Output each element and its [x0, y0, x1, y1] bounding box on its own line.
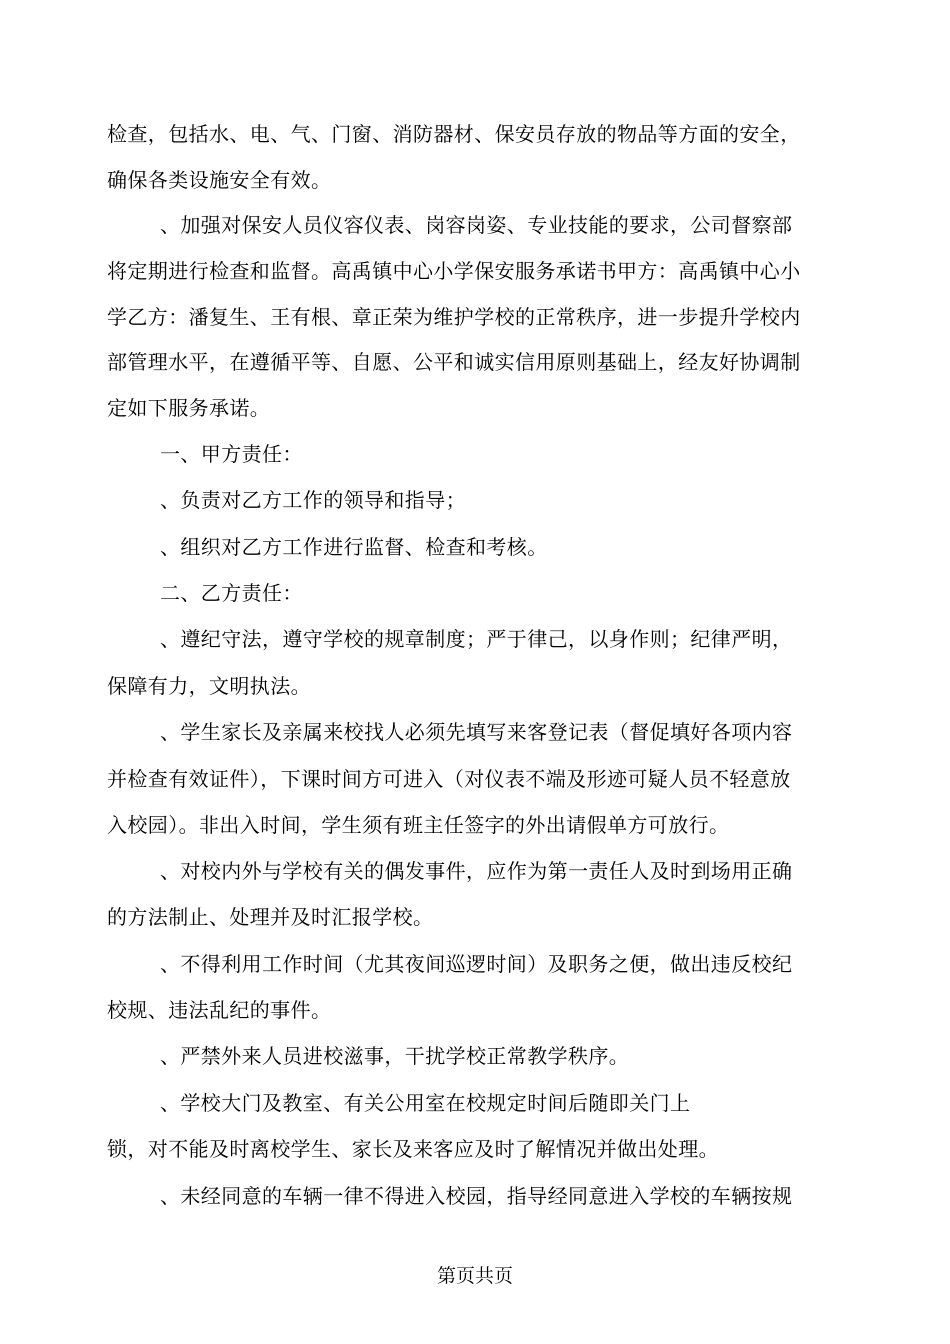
text-line: 入校园）。非出入时间，学生须有班主任签字的外出请假单方可放行。	[107, 813, 730, 837]
text-line: 、学生家长及亲属来校找人必须先填写来客登记表（督促填好各项内容	[160, 720, 793, 744]
text-line: 学乙方：潘复生、王有根、章正荣为维护学校的正常秩序，进一步提升学校内	[107, 305, 801, 329]
text-line: 、组织对乙方工作进行监督、检查和考核。	[160, 535, 548, 559]
text-line: 锁，对不能及时离校学生、家长及来客应及时了解情况并做出处理。	[107, 1137, 719, 1161]
text-line: 、未经同意的车辆一律不得进入校园，指导经同意进入学校的车辆按规	[160, 1184, 793, 1208]
text-line: 确保各类设施安全有效。	[107, 168, 332, 192]
section-heading: 一、甲方责任：	[160, 442, 303, 466]
text-line: 将定期进行检查和监督。高禹镇中心小学保安服务承诺书甲方：高禹镇中心小	[107, 259, 801, 283]
text-line: 并检查有效证件），下课时间方可进入（对仪表不端及形迹可疑人员不轻意放	[107, 767, 791, 791]
text-line: 、不得利用工作时间（尤其夜间巡逻时间）及职务之便，做出违反校纪	[160, 952, 793, 976]
page-footer: 第页共页	[436, 1265, 513, 1287]
text-line: 校规、违法乱纪的事件。	[107, 998, 332, 1022]
section-heading: 二、乙方责任：	[160, 581, 303, 605]
text-line: 、遵纪守法，遵守学校的规章制度；严于律己，以身作则；纪律严明，	[160, 627, 793, 651]
text-line: 、加强对保安人员仪容仪表、岗容岗姿、专业技能的要求，公司督察部	[160, 213, 793, 237]
text-line: 、严禁外来人员进校滋事，干扰学校正常教学秩序。	[160, 1044, 630, 1068]
text-line: 部管理水平，在遵循平等、自愿、公平和诚实信用原则基础上，经友好协调制	[107, 350, 801, 374]
text-line: 的方法制止、处理并及时汇报学校。	[107, 905, 434, 929]
text-line: 、负责对乙方工作的领导和指导；	[160, 488, 466, 512]
text-line: 定如下服务承诺。	[107, 396, 271, 420]
text-line: 保障有力，文明执法。	[107, 674, 311, 698]
text-line: 、学校大门及教室、有关公用室在校规定时间后随即关门上	[160, 1091, 691, 1115]
text-line: 检查，包括水、电、气、门窗、消防器材、保安员存放的物品等方面的安全，	[107, 122, 801, 146]
text-line: 、对校内外与学校有关的偶发事件，应作为第一责任人及时到场用正确	[160, 859, 793, 883]
